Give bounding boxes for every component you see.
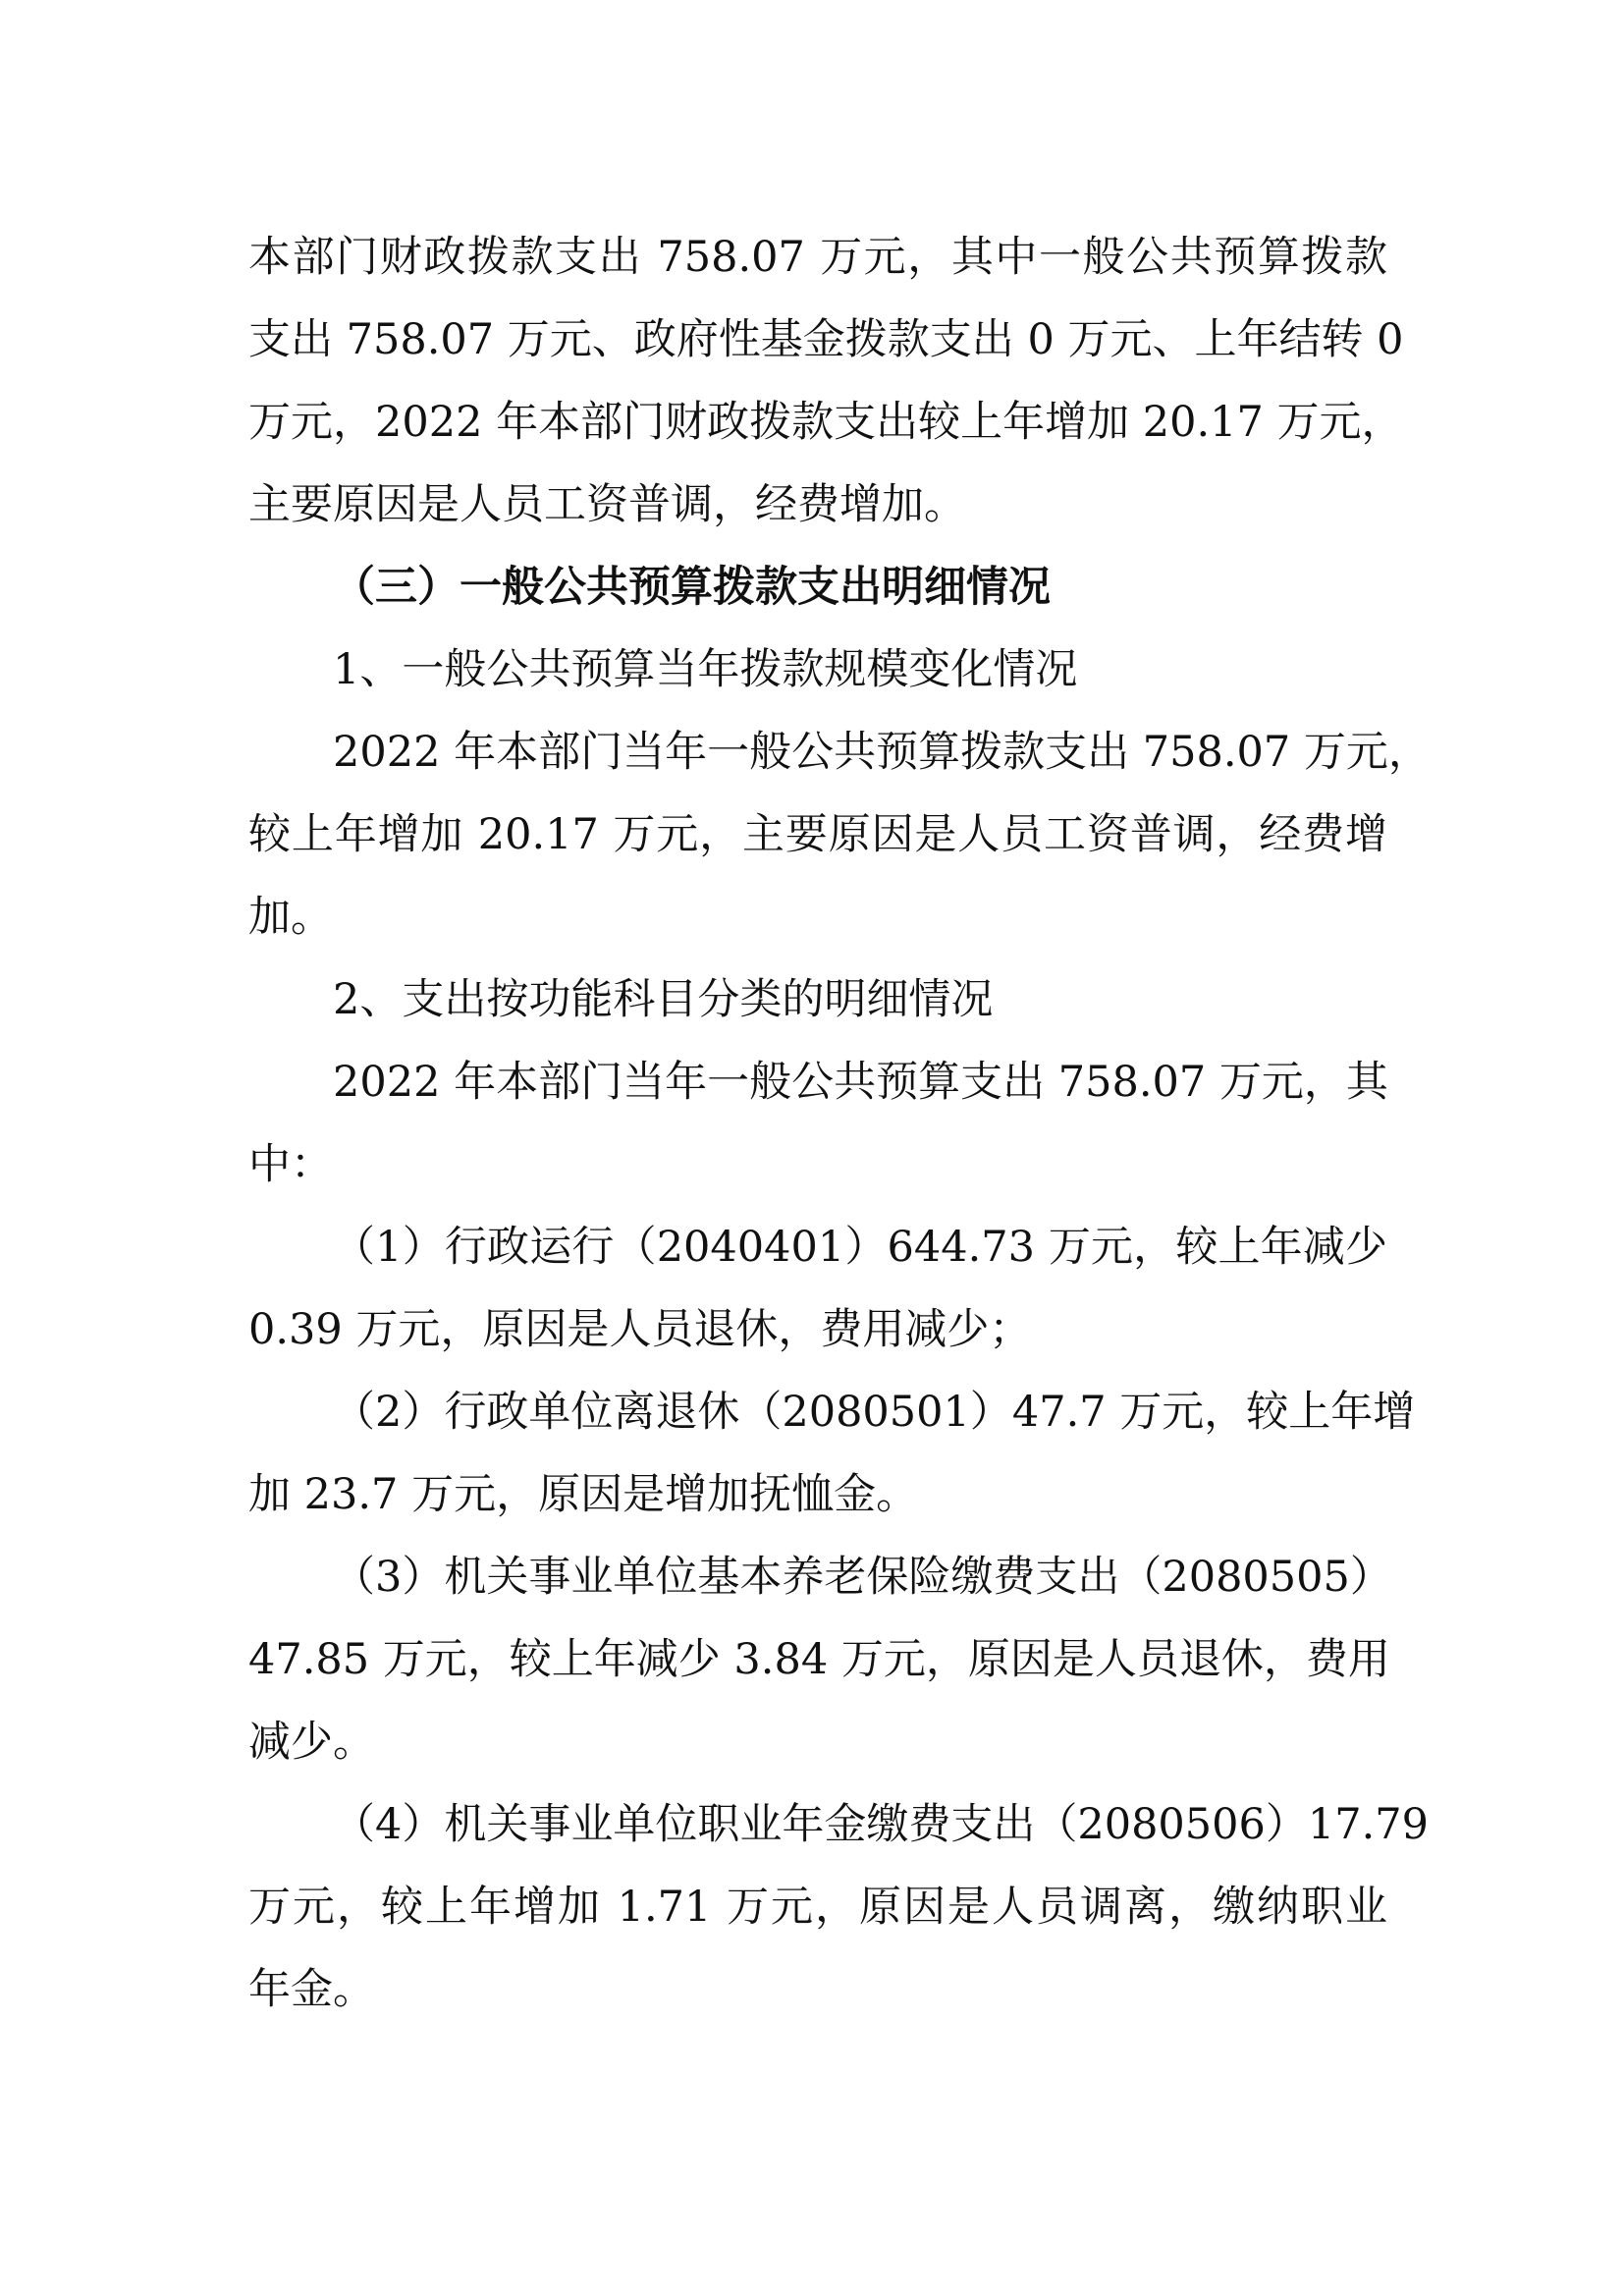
list-item-line: 加 23.7 万元，原因是增加抚恤金。 — [248, 1470, 919, 1519]
paragraph-line: 加。 — [248, 893, 333, 942]
paragraph-line: 万元，2022 年本部门财政拨款支出较上年增加 20.17 万元， — [248, 398, 1404, 447]
list-item-line: （1）行政运行（2040401）644.73 万元，较上年减少 — [333, 1223, 1387, 1272]
list-item-line: 0.39 万元，原因是人员退休，费用减少； — [248, 1305, 1032, 1354]
subsection-heading: 2、支出按功能科目分类的明细情况 — [333, 975, 994, 1024]
list-item-line: （2）行政单位离退休（2080501）47.7 万元，较上年增 — [333, 1388, 1416, 1437]
list-item-line: （3）机关事业单位基本养老保险缴费支出（2080505） — [333, 1553, 1392, 1602]
list-item-line: 年金。 — [248, 1965, 375, 2014]
section-heading: （三）一般公共预算拨款支出明细情况 — [333, 563, 1051, 612]
paragraph-line: 2022 年本部门当年一般公共预算支出 758.07 万元，其 — [333, 1058, 1388, 1107]
paragraph-line: 2022 年本部门当年一般公共预算拨款支出 758.07 万元， — [333, 728, 1431, 777]
list-item-line: 减少。 — [248, 1718, 375, 1767]
list-item-line: 万元，较上年增加 1.71 万元，原因是人员调离，缴纳职业 — [248, 1883, 1387, 1932]
paragraph-line: 主要原因是人员工资普调，经费增加。 — [248, 480, 966, 529]
paragraph-line: 较上年增加 20.17 万元，主要原因是人员工资普调，经费增 — [248, 810, 1387, 859]
paragraph-line: 支出 758.07 万元、政府性基金拨款支出 0 万元、上年结转 0 — [248, 315, 1404, 364]
document-body — [248, 216, 1431, 2031]
list-item-line: 47.85 万元，较上年减少 3.84 万元，原因是人员退休，费用 — [248, 1635, 1390, 1684]
paragraph-line: 中： — [248, 1140, 333, 1189]
paragraph-line: 本部门财政拨款支出 758.07 万元，其中一般公共预算拨款 — [248, 233, 1387, 282]
subsection-heading: 1、一般公共预算当年拨款规模变化情况 — [333, 645, 1078, 694]
list-item-line: （4）机关事业单位职业年金缴费支出（2080506）17.79 — [333, 1800, 1429, 1849]
